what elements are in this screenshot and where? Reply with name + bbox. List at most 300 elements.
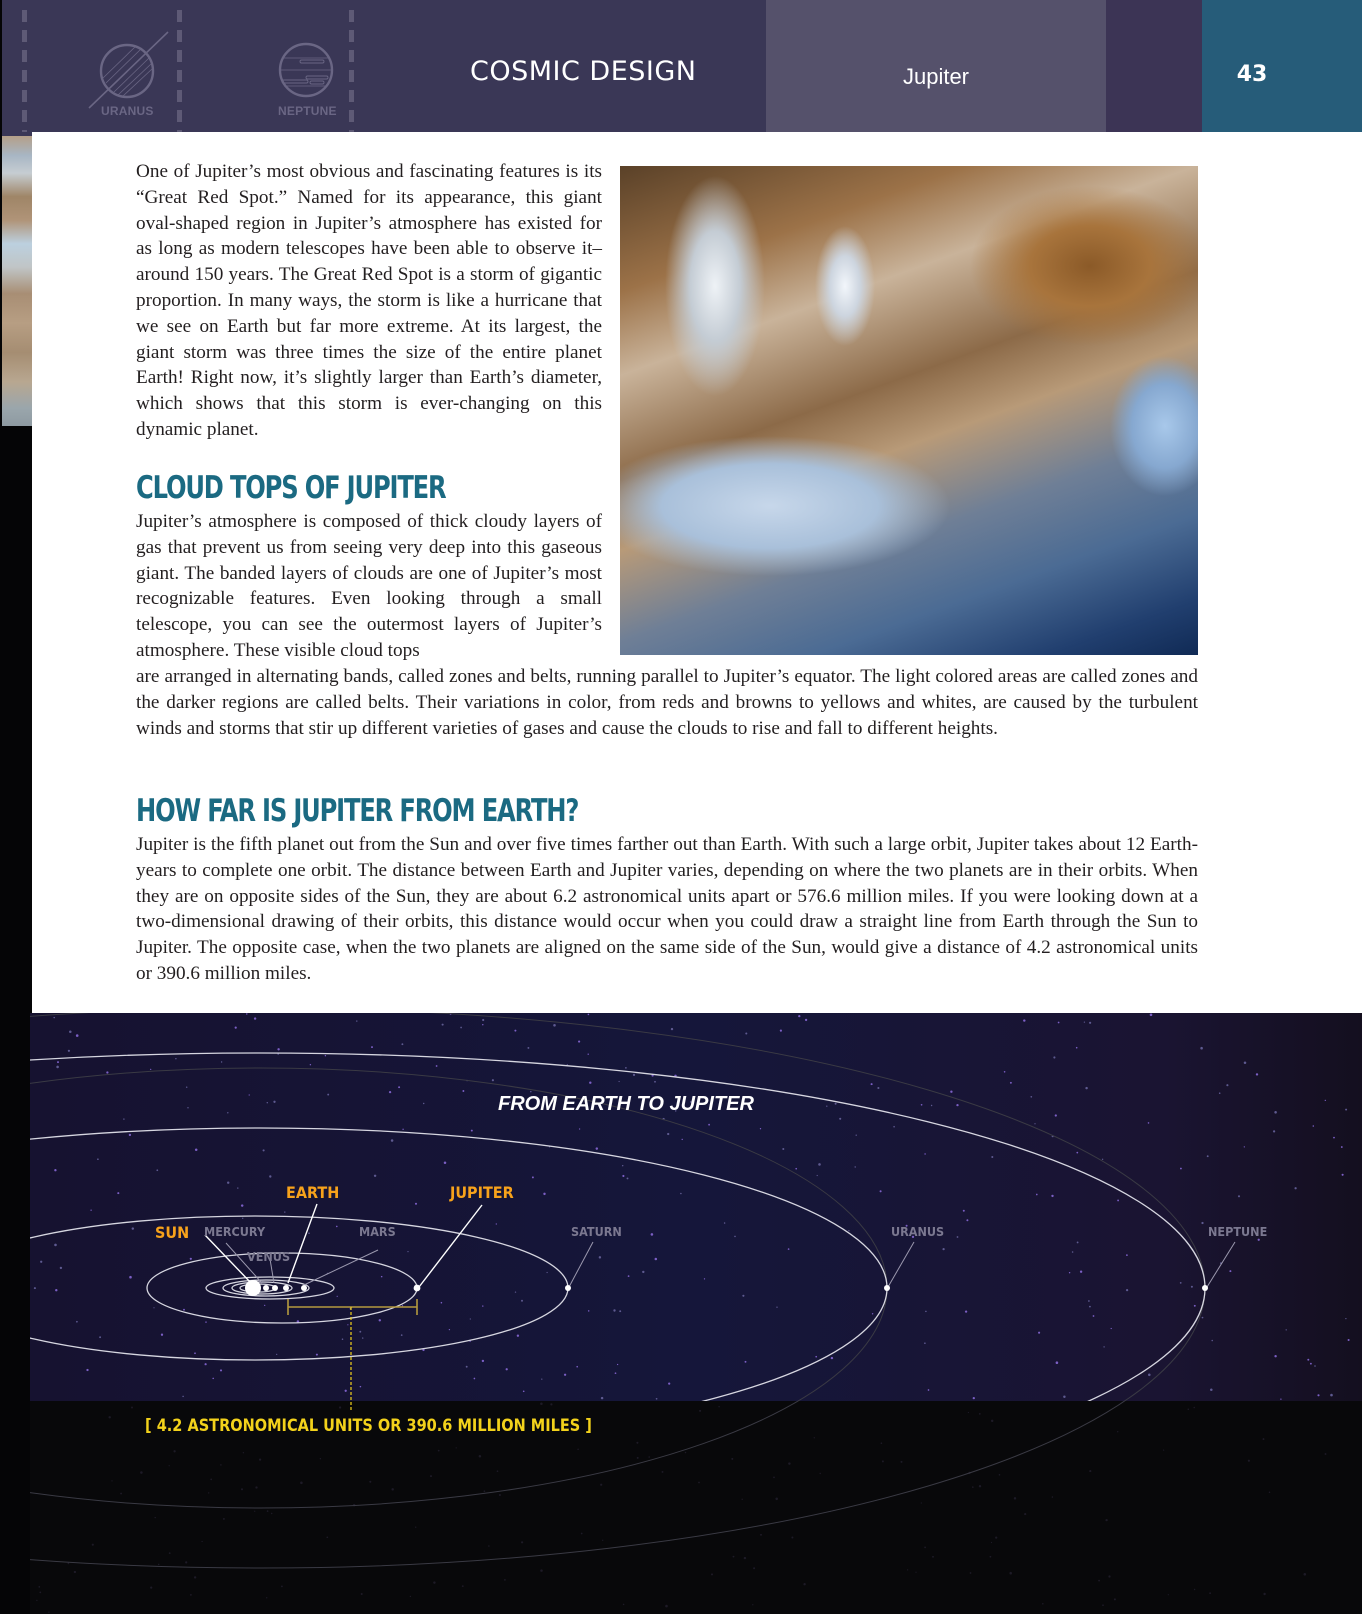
star [208, 1492, 209, 1493]
star [1325, 1453, 1327, 1455]
star [310, 1064, 311, 1065]
star [745, 1361, 747, 1363]
divider-dashed [349, 10, 354, 132]
star [1244, 1061, 1247, 1064]
star [68, 1563, 70, 1565]
star [277, 1048, 279, 1050]
star [108, 1416, 110, 1418]
star [1051, 1195, 1053, 1197]
star [820, 1473, 821, 1474]
star [965, 1310, 967, 1312]
star [581, 1533, 583, 1535]
star [931, 1105, 932, 1106]
star [1058, 1022, 1060, 1024]
star [753, 1567, 755, 1569]
star [826, 1106, 827, 1107]
star [374, 1175, 376, 1177]
star [308, 1232, 310, 1234]
star [625, 1067, 627, 1069]
star [1117, 1199, 1119, 1201]
star [131, 1407, 133, 1409]
star [1207, 1155, 1209, 1157]
star [882, 1460, 884, 1462]
star [651, 1233, 654, 1236]
star [276, 1354, 277, 1355]
star [564, 1374, 566, 1376]
star [60, 1267, 62, 1269]
star [742, 1499, 743, 1500]
star [284, 1211, 285, 1212]
star [129, 1134, 131, 1136]
star [1089, 1470, 1091, 1472]
star [1314, 1365, 1316, 1367]
great-red-spot-photo [620, 166, 1198, 655]
star [1194, 1305, 1196, 1307]
star [856, 1135, 857, 1136]
star [345, 1390, 347, 1392]
star [237, 1187, 238, 1188]
star [381, 1276, 383, 1278]
star [742, 1295, 744, 1297]
star [523, 1390, 525, 1392]
label-saturn: SATURN [571, 1224, 622, 1239]
star [1193, 1407, 1195, 1409]
star [924, 1342, 926, 1344]
star [521, 1300, 523, 1302]
star [642, 1271, 644, 1273]
label-venus: VENUS [247, 1249, 291, 1264]
star [970, 1572, 972, 1574]
star [488, 1545, 490, 1547]
star [76, 1034, 79, 1037]
star [316, 1354, 318, 1356]
star [482, 1024, 483, 1025]
star [456, 1447, 457, 1448]
star [521, 1541, 523, 1543]
star [782, 1148, 784, 1150]
star [1098, 1580, 1100, 1582]
star [402, 1305, 403, 1306]
star [1304, 1573, 1307, 1576]
star [325, 1055, 326, 1056]
star [449, 1329, 450, 1330]
star [185, 1561, 187, 1563]
star [637, 1457, 639, 1459]
star [187, 1107, 188, 1108]
star [474, 1378, 476, 1380]
star [471, 1130, 473, 1132]
star [871, 1083, 873, 1085]
star [267, 1510, 269, 1512]
intro-paragraph: One of Jupiter’s most obvious and fascinating features is its “Great Red Spot.” Named for its appearance, this giant oval-shaped region in Jupiter’s atmosphere has existed for as long as modern telescopes have been able to observe it–around 150 years. The Great Red Spot is a storm of gigantic proportion. In many ways, the storm is like a hurricane that we see on Earth but far more extreme. At its largest, the giant storm was three times the size of the entire planet Earth! Right now, it’s slightly larger than Earth’s diameter, which shows that this storm is ever-changing on this dynamic planet. [136, 161, 602, 440]
star [173, 1450, 175, 1452]
star [484, 1490, 486, 1492]
star [979, 1413, 981, 1415]
star [1345, 1109, 1347, 1111]
star [1148, 1122, 1150, 1124]
star [589, 1081, 591, 1083]
star [588, 1054, 589, 1055]
star [1191, 1286, 1193, 1288]
star [34, 1287, 36, 1289]
star [499, 1494, 501, 1496]
star [1010, 1082, 1012, 1084]
star [588, 1310, 590, 1312]
star [619, 1310, 621, 1312]
star [733, 1556, 735, 1558]
label-jupiter: JUPITER [450, 1183, 514, 1202]
divider-dashed [22, 10, 27, 132]
star [628, 1275, 630, 1277]
star [596, 1147, 598, 1149]
star [600, 1484, 602, 1486]
star [654, 1081, 656, 1083]
star [433, 1581, 435, 1583]
star [1286, 1329, 1287, 1330]
star [979, 1485, 981, 1487]
star [1274, 1355, 1276, 1357]
star [577, 1449, 579, 1451]
star [1036, 1194, 1038, 1196]
planet-venus [272, 1285, 278, 1291]
star [1200, 1047, 1203, 1050]
star [553, 1024, 556, 1027]
star [1089, 1022, 1091, 1024]
star [111, 1480, 112, 1481]
star [1273, 1130, 1275, 1132]
planet-saturn [565, 1285, 571, 1291]
star [540, 1569, 543, 1572]
star [613, 1309, 615, 1311]
star [576, 1366, 578, 1368]
star [775, 1498, 778, 1501]
star [1126, 1254, 1128, 1256]
star [814, 1437, 815, 1438]
star [921, 1104, 923, 1106]
page-number: 43 [1236, 62, 1268, 87]
star [1313, 1125, 1315, 1127]
sun-body [245, 1280, 261, 1296]
star [1093, 1315, 1095, 1317]
star [402, 1129, 403, 1130]
star [410, 1596, 411, 1597]
star [601, 1397, 603, 1399]
orbit-diagram [30, 1013, 1362, 1614]
star [1088, 1300, 1090, 1302]
distance-label: [ 4.2 ASTRONOMICAL UNITS OR 390.6 MILLION MILES ] [145, 1416, 592, 1435]
star [246, 1013, 247, 1014]
star [1052, 1496, 1054, 1498]
star [266, 1597, 267, 1598]
star [360, 1386, 362, 1388]
star [1310, 1363, 1312, 1365]
star [201, 1541, 202, 1542]
star [1269, 1491, 1271, 1493]
star [337, 1296, 338, 1297]
star [1280, 1398, 1281, 1399]
star [780, 1030, 782, 1032]
star [682, 1139, 683, 1140]
star [602, 1540, 603, 1541]
star [991, 1420, 993, 1422]
star [90, 1210, 91, 1211]
star [255, 1486, 257, 1488]
star [106, 1071, 108, 1073]
star [1211, 1340, 1213, 1342]
star [74, 1571, 76, 1573]
star [893, 1126, 895, 1128]
star [190, 1594, 192, 1596]
star [1209, 1592, 1211, 1594]
star [1024, 1513, 1026, 1515]
star [915, 1572, 916, 1573]
star [1076, 1047, 1078, 1049]
star [636, 1442, 638, 1444]
star [129, 1276, 132, 1279]
label-mercury: MERCURY [204, 1224, 266, 1239]
star [391, 1139, 394, 1142]
star [482, 1360, 484, 1362]
star [117, 1192, 119, 1194]
star [924, 1547, 926, 1549]
star [760, 1128, 761, 1129]
star [881, 1442, 883, 1444]
star [950, 1091, 952, 1093]
star [327, 1094, 329, 1096]
chapter-name: Jupiter [902, 64, 970, 89]
star [423, 1103, 424, 1104]
star [155, 1517, 156, 1518]
star [1342, 1174, 1344, 1176]
star [579, 1128, 580, 1129]
star [221, 1061, 222, 1062]
star [1069, 1272, 1070, 1273]
star [259, 1459, 261, 1461]
star [57, 1061, 59, 1063]
star [92, 1544, 94, 1546]
star [175, 1058, 176, 1059]
star [482, 1305, 483, 1306]
divider-dashed [177, 10, 182, 132]
section-heading-distance: HOW FAR IS JUPITER FROM EARTH? [136, 793, 579, 829]
star [254, 1511, 255, 1512]
star [194, 1576, 196, 1578]
star [972, 1486, 974, 1488]
star [1248, 1460, 1250, 1462]
nav-planet-label: URANUS [101, 104, 154, 118]
star [956, 1104, 958, 1106]
star [479, 1455, 482, 1458]
star [1080, 1271, 1082, 1273]
star [1168, 1594, 1169, 1595]
star [532, 1176, 534, 1178]
star [815, 1356, 817, 1358]
star [132, 1227, 134, 1229]
star [699, 1410, 701, 1412]
star [515, 1291, 516, 1292]
star [504, 1579, 506, 1581]
star [462, 1585, 464, 1587]
star [907, 1569, 908, 1570]
star [76, 1321, 78, 1323]
star [436, 1065, 438, 1067]
star [123, 1118, 124, 1119]
star [269, 1175, 271, 1177]
star [220, 1464, 222, 1466]
star [1108, 1575, 1110, 1577]
star [415, 1527, 416, 1528]
star [161, 1334, 163, 1336]
previous-page-photo-edge [2, 132, 32, 426]
star [942, 1248, 944, 1250]
star [254, 1017, 256, 1019]
star [578, 1041, 580, 1043]
star [205, 1363, 207, 1365]
star [1102, 1604, 1104, 1606]
star [497, 1470, 499, 1472]
star [441, 1302, 443, 1304]
star [69, 1030, 72, 1033]
star [514, 1030, 516, 1032]
star [462, 1090, 464, 1092]
star [855, 1166, 856, 1167]
star [1076, 1152, 1078, 1154]
star [243, 1452, 244, 1453]
star [1053, 1056, 1055, 1058]
star [195, 1149, 198, 1152]
star [156, 1169, 158, 1171]
star [281, 1586, 283, 1588]
star [1150, 1014, 1153, 1017]
star [932, 1556, 934, 1558]
star [744, 1557, 746, 1559]
star [183, 1309, 185, 1311]
star [795, 1168, 797, 1170]
star [212, 1378, 214, 1380]
star [835, 1103, 837, 1105]
star [818, 1163, 821, 1166]
star [685, 1452, 687, 1454]
star [618, 1081, 619, 1082]
star [36, 1600, 37, 1601]
star [54, 1169, 56, 1171]
star [1072, 1251, 1074, 1253]
star [430, 1475, 432, 1477]
star [667, 1133, 669, 1135]
star [326, 1536, 328, 1538]
star [442, 1024, 444, 1026]
star [466, 1366, 468, 1368]
star [1114, 1598, 1116, 1600]
star [680, 1193, 682, 1195]
planet-mercury [263, 1285, 269, 1291]
planet-earth [283, 1285, 289, 1291]
star [1077, 1241, 1079, 1243]
star [798, 1015, 800, 1017]
star [264, 1305, 265, 1306]
star [1030, 1096, 1032, 1098]
star [921, 1502, 922, 1503]
star [788, 1462, 790, 1464]
star [153, 1307, 154, 1308]
star [546, 1272, 547, 1273]
star [1056, 1361, 1059, 1364]
book-title: COSMIC DESIGN [470, 56, 697, 87]
star [169, 1465, 170, 1466]
star [698, 1482, 700, 1484]
star [957, 1236, 959, 1238]
star [320, 1458, 321, 1459]
star [342, 1338, 344, 1340]
star [506, 1368, 508, 1370]
star [496, 1223, 497, 1224]
star [724, 1222, 726, 1224]
star [1004, 1071, 1006, 1073]
star [347, 1324, 348, 1325]
star [389, 1091, 391, 1093]
star [210, 1479, 212, 1481]
star [880, 1190, 882, 1192]
star [194, 1352, 196, 1354]
header-spacer [1106, 0, 1202, 136]
star [1111, 1328, 1112, 1329]
nav-planet-label: NEPTUNE [278, 104, 337, 118]
star [543, 1193, 545, 1195]
planet-uranus [884, 1285, 890, 1291]
star [1085, 1087, 1087, 1089]
star [1229, 1270, 1231, 1272]
planet-neptune [1202, 1285, 1208, 1291]
star [249, 1094, 250, 1095]
planet-jupiter [414, 1285, 421, 1292]
star [1126, 1289, 1128, 1291]
star [1238, 1195, 1240, 1197]
label-sun: SUN [155, 1223, 190, 1242]
star [223, 1518, 225, 1520]
star [68, 1050, 70, 1052]
star [371, 1046, 373, 1048]
star [990, 1556, 992, 1558]
star [791, 1537, 793, 1539]
star [973, 1397, 975, 1399]
star [1330, 1394, 1333, 1397]
star [671, 1028, 673, 1030]
star [839, 1118, 841, 1120]
star [401, 1334, 403, 1336]
star [339, 1406, 341, 1408]
neptune-icon [276, 40, 338, 102]
star [369, 1481, 371, 1483]
star [615, 1372, 617, 1374]
star [817, 1175, 818, 1176]
star [991, 1542, 992, 1543]
star [54, 1244, 57, 1247]
star [848, 1230, 849, 1231]
label-mars: MARS [359, 1224, 396, 1239]
star [1202, 1317, 1204, 1319]
star [1294, 1187, 1296, 1189]
star [966, 1219, 968, 1221]
star [120, 1493, 122, 1495]
star [1102, 1159, 1103, 1160]
star [1188, 1408, 1190, 1410]
star [241, 1488, 243, 1490]
planet-mars [301, 1285, 307, 1291]
star [190, 1258, 192, 1260]
star [1201, 1222, 1203, 1224]
star [1325, 1100, 1326, 1101]
star [53, 1017, 54, 1018]
